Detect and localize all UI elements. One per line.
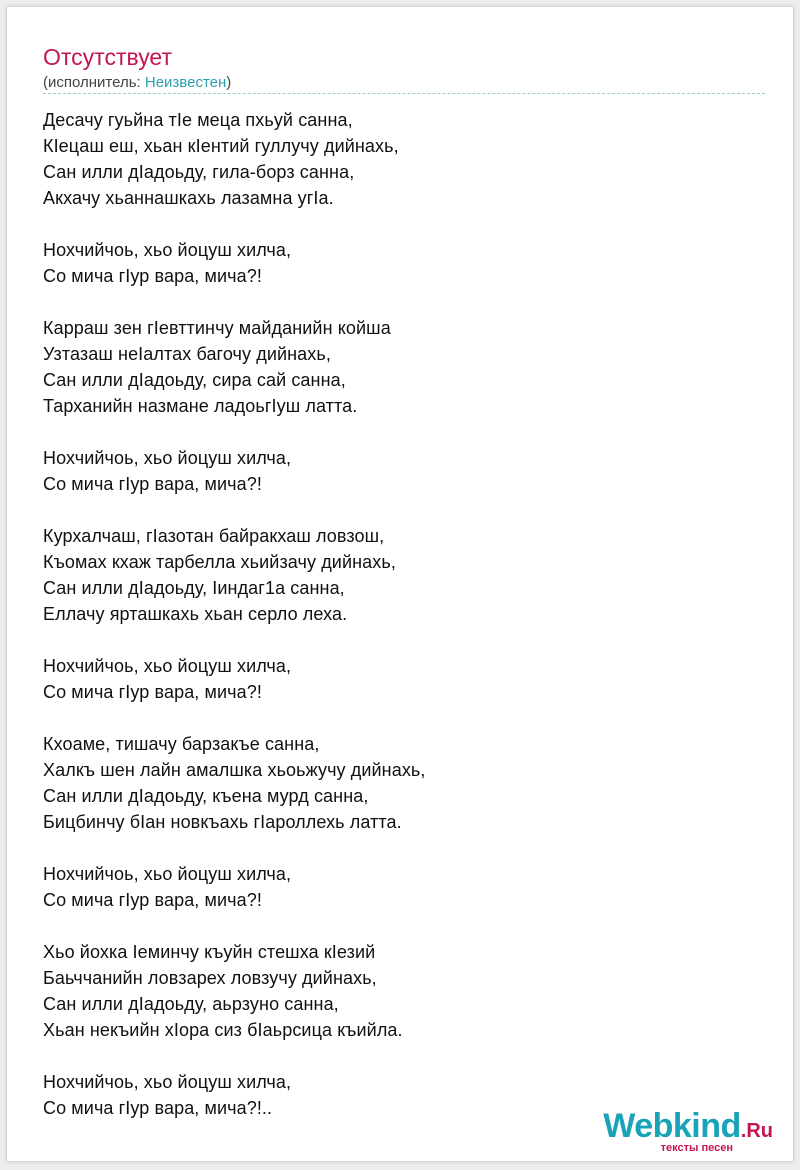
lyric-line: Нохчийчоь, хьо йоцуш хилча, [43, 656, 292, 676]
lyric-line: Сан илли дIадоьду, гила-борз санна, [43, 162, 355, 182]
lyric-line: Со мича гIур вара, мича?! [43, 266, 262, 286]
stanza-gap [43, 289, 763, 315]
stanza-gap [43, 627, 763, 653]
lyric-line: Нохчийчоь, хьо йоцуш хилча, [43, 448, 292, 468]
stanza-gap [43, 835, 763, 861]
lyrics-body [43, 107, 763, 1121]
artist-link[interactable]: Неизвестен [144, 74, 227, 91]
stanza-gap [43, 211, 763, 237]
lyric-line: Къомах кхаж тарбелла хьийзачу дийнахь, [43, 552, 396, 572]
lyric-line: КIецаш еш, хьан кIентий гуллучу дийнахь, [43, 136, 399, 156]
lyric-line: Со мича гIур вара, мича?! [43, 890, 262, 910]
lyric-line: Со мича гIур вара, мича?!.. [43, 1098, 273, 1118]
logo-domain: .Ru [740, 1120, 773, 1142]
lyric-line: Узтазаш неIалтах багочу дийнахь, [43, 344, 331, 364]
lyric-line: Нохчийчоь, хьо йоцуш хилча, [43, 240, 292, 260]
lyric-line: Сан илли дIадоьду, аьрзуно санна, [43, 994, 339, 1014]
lyric-line: Сан илли дIадоьду, Iиндаг1а санна, [43, 578, 345, 598]
song-title: Отсутствует [43, 44, 172, 70]
lyric-line: Десачу гуьйна тIе меца пхьуй санна, [43, 110, 353, 130]
header-divider [43, 93, 765, 94]
stanza-gap [43, 913, 763, 939]
lyrics-card [6, 6, 794, 1162]
lyric-line: Нохчийчоь, хьо йоцуш хилча, [43, 864, 292, 884]
lyric-line: Бицбинчу бIан новкъахь гIароллехь латта. [43, 812, 402, 832]
stanza-gap [43, 419, 763, 445]
lyric-line: Хьо йохка Iеминчу къуйн стешха кIезий [43, 942, 376, 962]
lyric-line: Со мича гIур вара, мича?! [43, 682, 262, 702]
logo-tagline: тексты песен [660, 1142, 733, 1154]
lyric-line: Со мича гIур вара, мича?! [43, 474, 262, 494]
lyric-line: Еллачу ярташкахь хьан серло леха. [43, 604, 348, 624]
lyric-line: Тарханийн назмане ладоьгIуш латта. [43, 396, 358, 416]
site-logo[interactable] [603, 1107, 773, 1154]
lyric-line: Карраш зен гIевттинчу майданийн койша [43, 318, 391, 338]
artist-line [43, 73, 231, 93]
lyric-line: Нохчийчоь, хьо йоцуш хилча, [43, 1072, 292, 1092]
lyric-line: Халкъ шен лайн амалшка хьоьжучу дийнахь, [43, 760, 426, 780]
lyric-line: Сан илли дIадоьду, сира сай санна, [43, 370, 346, 390]
artist-suffix: ) [226, 74, 232, 91]
stanza-gap [43, 705, 763, 731]
artist-prefix: (исполнитель: [43, 74, 145, 91]
logo-wordmark: Webkind [603, 1107, 741, 1145]
stanza-gap [43, 1043, 763, 1069]
lyric-line: Кхоаме, тишачу барзакъе санна, [43, 734, 320, 754]
lyric-line: Сан илли дIадоьду, къена мурд санна, [43, 786, 369, 806]
stanza-gap [43, 497, 763, 523]
lyric-line: Баьччанийн ловзарех ловзучу дийнахь, [43, 968, 377, 988]
lyric-line: Акхачу хьаннашкахь лазамна угIа. [43, 188, 334, 208]
lyric-line: Курхалчаш, гIазотан байракхаш ловзош, [43, 526, 385, 546]
lyric-line: Хьан некъийн хIора сиз бIаьрсица къийла. [43, 1020, 403, 1040]
